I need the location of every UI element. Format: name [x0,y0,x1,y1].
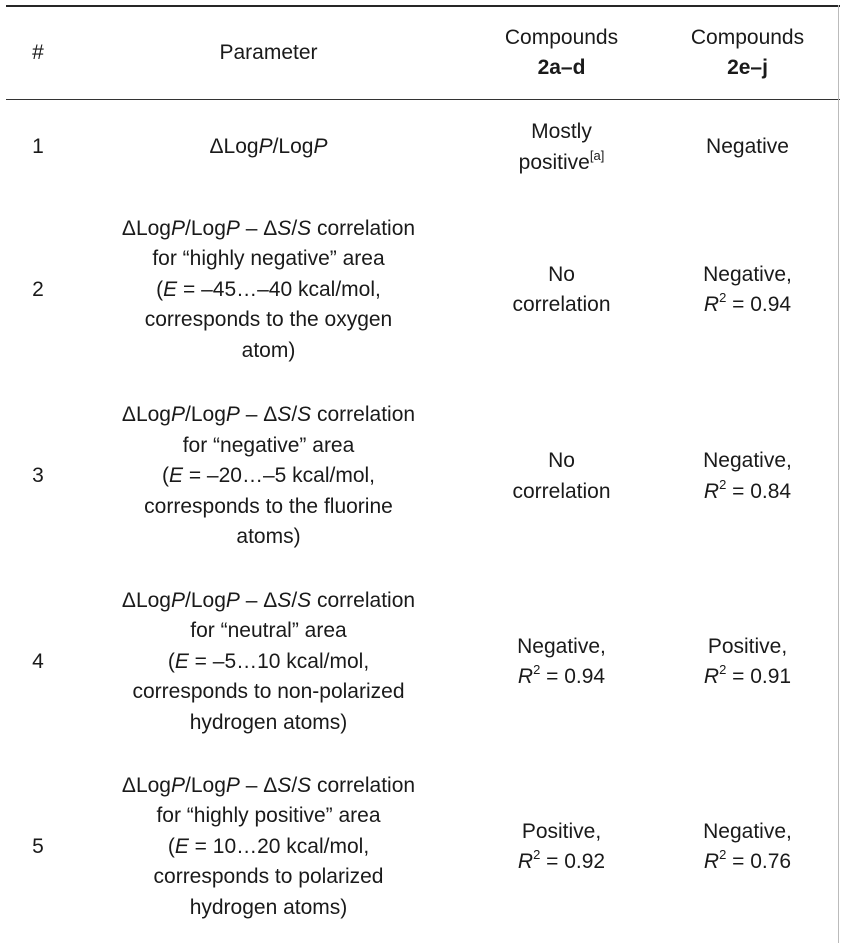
row-number: 4 [32,649,44,673]
value-2a-d: No correlation [512,449,611,503]
value-2a-d: Mostly positive[a] [518,120,605,174]
table-row [6,384,839,569]
comparison-table [6,7,839,939]
row-number: 3 [32,464,44,488]
header-row [6,7,839,99]
value-2a-d: Negative, $R^2 = 0.94$ [517,634,606,688]
row-number: 2 [32,277,44,301]
table-row [6,99,839,196]
parameter-cell: ΔLogP/LogP [209,135,328,159]
value-2e-j: Negative, $R^2 = 0.84$ [703,449,792,503]
table-row [6,755,839,939]
parameter-cell: ΔLogP/LogP – ΔS/S correlation for “highly negative” area (E = –45…–40 kcal/mol, corresponds to the oxygen atom) [121,216,416,362]
table-row [6,196,839,384]
value-2a-d: No correlation [512,262,611,316]
row-number: 5 [32,834,44,858]
value-2e-j: Negative, $R^2 = 0.94$ [703,262,792,316]
value-2a-d: Positive, $R^2 = 0.92$ [517,819,606,873]
parameter-cell: ΔLogP/LogP – ΔS/S correlation for “neutral” area (E = –5…10 kcal/mol, corresponds to non-polarized hydrogen atoms) [121,588,416,734]
value-2e-j: Negative [706,135,789,159]
header-parameter: Parameter [219,40,318,64]
header-compounds-2e-j: Compounds 2e–j [690,25,805,79]
row-number: 1 [32,135,44,159]
header-num: # [32,40,44,64]
value-2e-j: Negative, $R^2 = 0.76$ [703,819,792,873]
table-row [6,569,839,755]
value-2e-j: Positive, $R^2 = 0.91$ [703,634,792,688]
parameter-cell: ΔLogP/LogP – ΔS/S correlation for “negative” area (E = –20…–5 kcal/mol, corresponds to the fluorine atoms) [121,403,416,549]
header-compounds-2a-d: Compounds 2a–d [504,25,619,79]
parameter-cell: ΔLogP/LogP – ΔS/S correlation for “highly positive” area (E = 10…20 kcal/mol, corresponds to polarized hydrogen atoms) [121,773,416,919]
